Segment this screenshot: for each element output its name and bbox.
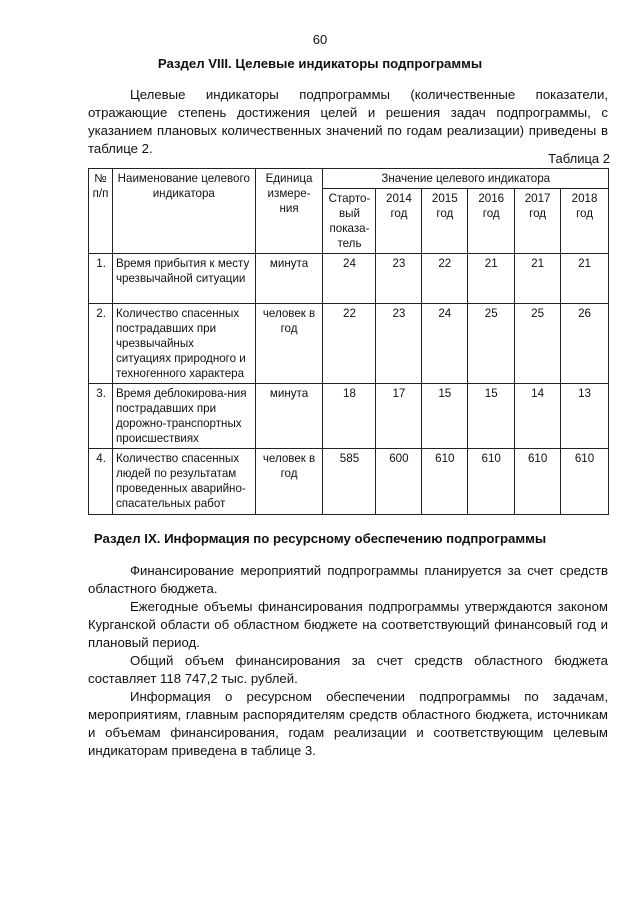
table-row — [89, 449, 609, 515]
row-unit: минута — [255, 254, 323, 304]
row-2014: 17 — [376, 384, 422, 449]
row-start: 18 — [323, 384, 376, 449]
row-name: Время прибытия к месту чрезвычайной ситуации — [112, 254, 255, 304]
section-9-title: Раздел IX. Информация по ресурсному обеспечению подпрограммы — [93, 531, 547, 546]
row-2017: 610 — [515, 449, 561, 515]
table-caption: Таблица 2 — [548, 151, 610, 166]
row-start: 585 — [323, 449, 376, 515]
header-unit: Единица измере-ния — [255, 169, 323, 254]
row-2016: 15 — [468, 384, 515, 449]
row-2018: 21 — [561, 254, 609, 304]
row-2015: 24 — [422, 304, 468, 384]
page-number: 60 — [312, 32, 328, 47]
table-row — [89, 254, 609, 304]
row-2018: 13 — [561, 384, 609, 449]
row-start: 24 — [323, 254, 376, 304]
row-2014: 23 — [376, 254, 422, 304]
indicators-table — [88, 168, 609, 515]
section-9-paragraph: Финансирование мероприятий подпрограммы планируется за счет средств областного бюджета. — [88, 563, 608, 596]
row-name: Количество спасенных пострадавших при чрезвычайных ситуациях природного и техногенного характера — [112, 304, 255, 384]
header-value-group: Значение целевого индикатора — [323, 169, 609, 189]
row-unit: человек в год — [255, 449, 323, 515]
header-num: № п/п — [89, 169, 113, 254]
header-2015: 2015 год — [422, 189, 468, 254]
section-9-paragraph: Общий объем финансирования за счет средств областного бюджета составляет 118 747,2 тыс. рублей. — [88, 653, 608, 686]
row-unit: человек в год — [255, 304, 323, 384]
row-start: 22 — [323, 304, 376, 384]
row-2018: 610 — [561, 449, 609, 515]
table-row — [89, 384, 609, 449]
row-num: 4. — [89, 449, 113, 515]
row-2016: 21 — [468, 254, 515, 304]
table-header-row — [89, 169, 609, 189]
header-2017: 2017 год — [515, 189, 561, 254]
row-2014: 600 — [376, 449, 422, 515]
row-2015: 610 — [422, 449, 468, 515]
row-2017: 25 — [515, 304, 561, 384]
table-row — [89, 304, 609, 384]
row-2017: 14 — [515, 384, 561, 449]
row-num: 1. — [89, 254, 113, 304]
row-name: Время деблокирова-ния пострадавших при дорожно-транспортных происшествиях — [112, 384, 255, 449]
row-2018: 26 — [561, 304, 609, 384]
row-name: Количество спасенных людей по результатам проведенных аварийно-спасательных работ — [112, 449, 255, 515]
header-start: Старто-вый показа-тель — [323, 189, 376, 254]
section-9-paragraph: Ежегодные объемы финансирования подпрограммы утверждаются законом Курганской области об областном бюджете на соответствующий финансовый год и плановый период. — [88, 599, 608, 650]
row-2015: 22 — [422, 254, 468, 304]
row-2016: 25 — [468, 304, 515, 384]
header-2016: 2016 год — [468, 189, 515, 254]
row-2015: 15 — [422, 384, 468, 449]
header-2018: 2018 год — [561, 189, 609, 254]
header-2014: 2014 год — [376, 189, 422, 254]
row-unit: минута — [255, 384, 323, 449]
row-num: 2. — [89, 304, 113, 384]
row-2017: 21 — [515, 254, 561, 304]
section-9-paragraph: Информация о ресурсном обеспечении подпрограммы по задачам, мероприятиям, главным распорядителям средств областного бюджета, источникам и объемам финансирования, годам реализации и соответствующим целевым индикаторам приведена в таблице 3. — [88, 689, 608, 758]
row-2016: 610 — [468, 449, 515, 515]
header-name: Наименование целевого индикатора — [112, 169, 255, 254]
section-8-paragraph: Целевые индикаторы подпрограммы (количественные показатели, отражающие степень достижения целей и решения задач подпрограммы, с указанием плановых количественных значений по годам реализации) приведены в таблице 2. — [88, 87, 608, 156]
row-2014: 23 — [376, 304, 422, 384]
row-num: 3. — [89, 384, 113, 449]
section-8-title: Раздел VIII. Целевые индикаторы подпрограммы — [157, 56, 483, 71]
